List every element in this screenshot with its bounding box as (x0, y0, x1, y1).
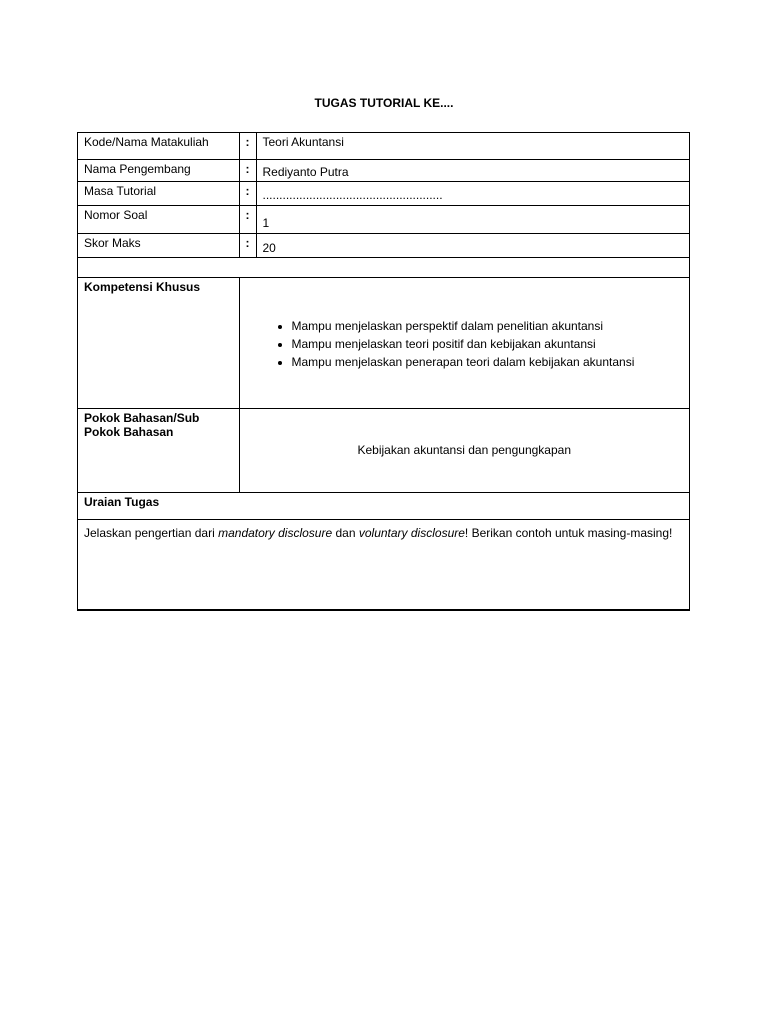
colon: : (239, 159, 256, 181)
row-skor-maks (78, 233, 689, 257)
row-kompetensi-khusus (78, 277, 689, 408)
tutorial-table (77, 132, 690, 611)
label-masa-tutorial: Masa Tutorial (78, 181, 239, 205)
document-title: TUGAS TUTORIAL KE.... (314, 96, 454, 110)
label-nomor-soal: Nomor Soal (78, 205, 239, 233)
label-skor-maks: Skor Maks (78, 233, 239, 257)
label-pokok-line2: Pokok Bahasan (84, 424, 174, 439)
value-pokok-bahasan: Kebijakan akuntansi dan pengungkapan (239, 408, 689, 492)
row-nama-pengembang (78, 159, 689, 181)
uraian-tugas-text (78, 519, 689, 609)
row-uraian-tugas-body (78, 519, 689, 609)
task-text-part: dan (332, 525, 359, 540)
value-masa-tutorial: ...................................................... (256, 181, 689, 205)
value-skor-maks: 20 (256, 233, 689, 257)
spacer-row (78, 257, 689, 277)
row-kode-matakuliah (78, 133, 689, 159)
row-pokok-bahasan (78, 408, 689, 492)
spacer-cell (78, 257, 689, 277)
kompetensi-list (246, 318, 684, 370)
row-uraian-tugas-header (78, 492, 689, 519)
term-mandatory: mandatory disclosure (218, 525, 333, 540)
label-pokok-bahasan (78, 408, 239, 492)
label-uraian-tugas: Uraian Tugas (78, 492, 689, 519)
label-kode-matakuliah: Kode/Nama Matakuliah (78, 133, 239, 159)
colon: : (239, 133, 256, 159)
kompetensi-item: • Mampu menjelaskan teori positif dan kebijakan akuntansi (292, 336, 684, 352)
kompetensi-item: • Mampu menjelaskan penerapan teori dalam kebijakan akuntansi (292, 354, 684, 370)
kompetensi-item: • Mampu menjelaskan perspektif dalam penelitian akuntansi (292, 318, 684, 334)
task-text-part: ! Berikan contoh untuk masing-masing! (464, 525, 673, 540)
value-nomor-soal: 1 (256, 205, 689, 233)
term-voluntary: voluntary disclosure (358, 525, 465, 540)
label-kompetensi-khusus: Kompetensi Khusus (78, 277, 239, 408)
info-table (78, 133, 689, 610)
value-nama-pengembang: Rediyanto Putra (256, 159, 689, 181)
row-masa-tutorial (78, 181, 689, 205)
label-pokok-line1: Pokok Bahasan/Sub (84, 410, 200, 425)
label-nama-pengembang: Nama Pengembang (78, 159, 239, 181)
value-kode-matakuliah: Teori Akuntansi (256, 133, 689, 159)
row-nomor-soal (78, 205, 689, 233)
task-text-part: Jelaskan pengertian dari (84, 525, 219, 540)
colon: : (239, 181, 256, 205)
colon: : (239, 233, 256, 257)
colon: : (239, 205, 256, 233)
kompetensi-list-cell (239, 277, 689, 408)
